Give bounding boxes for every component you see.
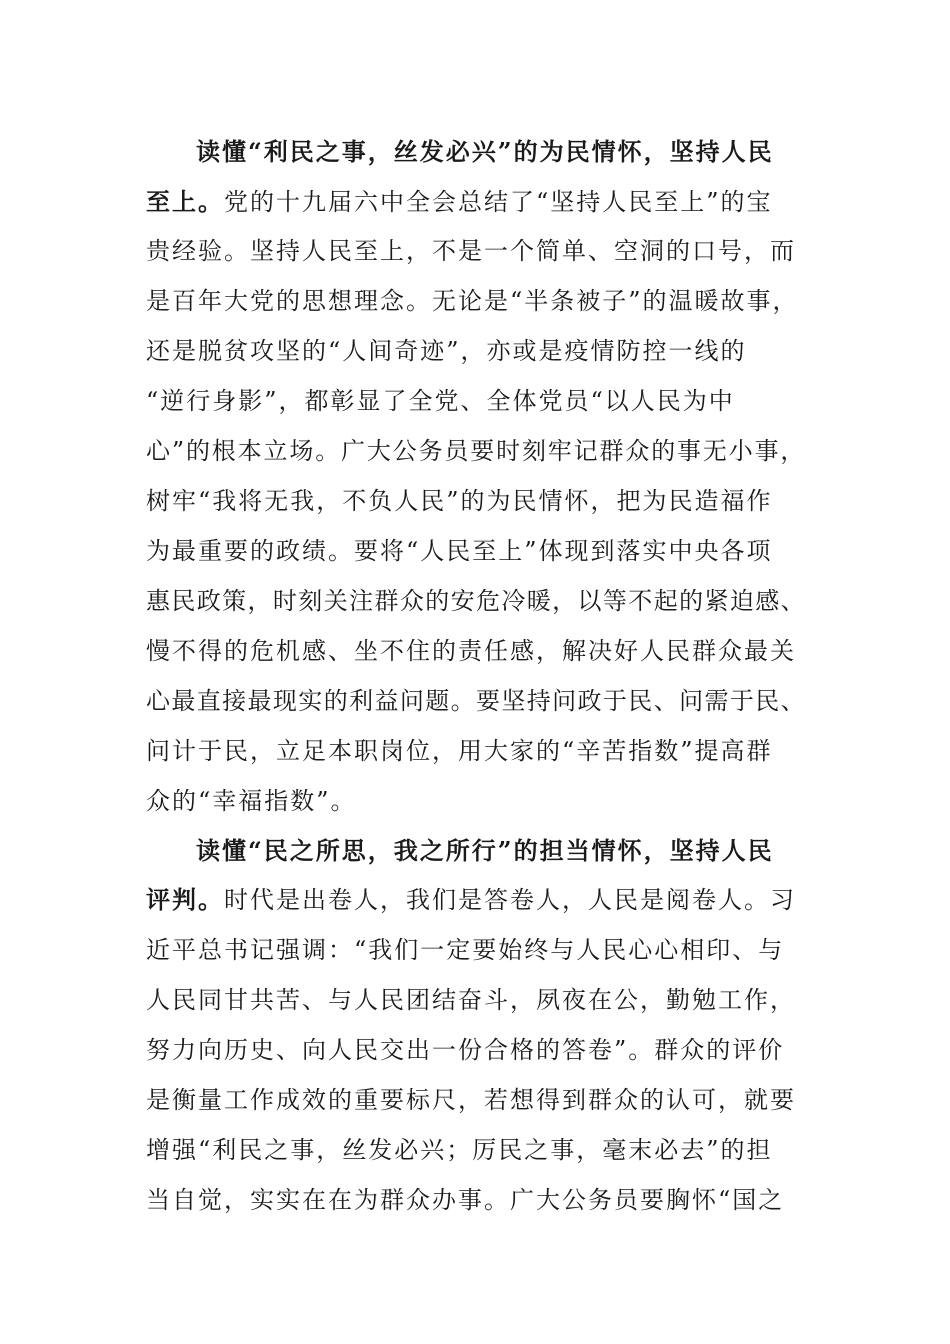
body-text: 心”的根本立场。广大公务员要时刻牢记群众的事无小事， (146, 437, 807, 465)
paragraph-1-line-9 (146, 536, 773, 566)
paragraph-1-line-8 (146, 486, 773, 516)
body-text: 是衡量工作成效的重要标尺，若想得到群众的认可，就要 (146, 1086, 796, 1114)
paragraph-1-line-1 (196, 137, 774, 167)
paragraph-1-line-14 (146, 786, 357, 816)
paragraph-1-line-6 (146, 386, 735, 416)
body-text: 心最直接最现实的利益问题。要坚持问政于民、问需于民、 (146, 687, 806, 715)
body-text: 人民同甘共苦、与人民团结奋斗，夙夜在公，勤勉工作， (146, 986, 796, 1014)
paragraph-2-line-3 (146, 935, 784, 965)
paragraph-1-line-5 (146, 336, 747, 366)
body-text: 是百年大党的思想理念。无论是“半条被子”的温暖故事， (146, 287, 799, 315)
paragraph-1-line-3 (146, 236, 796, 266)
body-text: 惠民政策，时刻关注群众的安危冷暖，以等不起的紧迫感、 (146, 587, 806, 615)
body-text: 增强“利民之事，丝发必兴；厉民之事，毫末必去”的担 (146, 1136, 773, 1164)
body-text: 慢不得的危机感、坐不住的责任感，解决好人民群众最关 (146, 637, 796, 665)
paragraph-1-line-2 (146, 187, 773, 217)
paragraph-1-line-10 (146, 586, 806, 616)
body-text: 树牢“我将无我，不负人民”的为民情怀，把为民造福作 (146, 487, 773, 515)
body-text: 为最重要的政绩。要将“人民至上”体现到落实中央各项 (146, 537, 773, 565)
body-text: 众的“幸福指数”。 (146, 787, 357, 815)
paragraph-2-line-7 (146, 1135, 773, 1165)
body-text: 贵经验。坚持人民至上，不是一个简单、空洞的口号，而 (146, 237, 796, 265)
paragraph-2-line-5 (146, 1035, 784, 1065)
paragraph-2-line-8 (146, 1185, 784, 1215)
bold-lead-text: 评判。 (146, 885, 224, 914)
paragraph-1-line-12 (146, 686, 806, 716)
paragraph-1-line-11 (146, 636, 796, 666)
bold-lead-text: 读懂“利民之事，丝发必兴”的为民情怀，坚持人民 (196, 137, 774, 166)
paragraph-1-line-7 (146, 436, 806, 466)
body-text: 时代是出卷人，我们是答卷人，人民是阅卷人。习 (224, 886, 796, 914)
body-text: 党的十九届六中全会总结了“坚持人民至上”的宝 (224, 188, 773, 216)
bold-lead-text: 读懂“民之所思，我之所行”的担当情怀，坚持人民 (196, 836, 774, 865)
paragraph-1-line-13 (146, 736, 773, 766)
body-text: 问计于民，立足本职岗位，用大家的“辛苦指数”提高群 (146, 737, 773, 765)
body-text: 努力向历史、向人民交出一份合格的答卷”。群众的评价 (146, 1036, 785, 1064)
paragraph-2-line-2 (146, 885, 796, 915)
body-text: 近平总书记强调：“我们一定要始终与人民心心相印、与 (146, 936, 785, 964)
paragraph-2-line-1 (196, 836, 774, 866)
body-text: “逆行身影”，都彰显了全党、全体党员“以人民为中 (146, 387, 735, 415)
bold-lead-text: 至上。 (146, 187, 224, 216)
body-text: 当自觉，实实在在为群众办事。广大公务员要胸怀“国之 (146, 1186, 785, 1214)
paragraph-2-line-4 (146, 985, 796, 1015)
body-text: 还是脱贫攻坚的“人间奇迹”，亦或是疫情防控一线的 (146, 337, 747, 365)
paragraph-2-line-6 (146, 1085, 796, 1115)
paragraph-1-line-4 (146, 286, 799, 316)
